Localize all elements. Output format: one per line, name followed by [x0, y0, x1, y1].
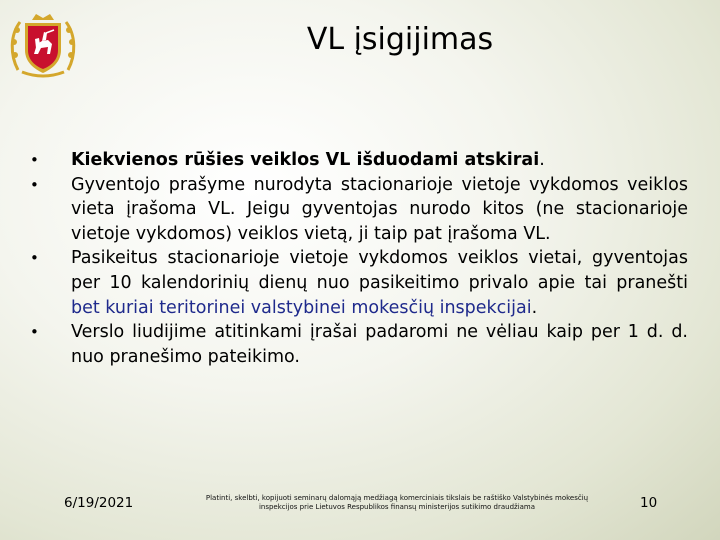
page-number: 10 [640, 495, 658, 511]
bullet-list [28, 148, 688, 369]
footer-date: 6/19/2021 [64, 495, 134, 511]
bullet-dot: • [30, 323, 39, 342]
bullet-item [28, 173, 688, 247]
slide-content [28, 148, 688, 369]
coat-of-arms-icon [8, 10, 78, 78]
bullet-item [28, 320, 688, 369]
bullet-dot: • [30, 175, 39, 194]
bullet-text: Verslo liudijime atitinkami įrašai padaromi ne vėliau kaip per 1 d. d. nuo pranešimo pateikimo. [71, 322, 688, 367]
bullet-dot: • [30, 249, 39, 268]
bullet-item [28, 148, 688, 173]
bullet-text-highlight: bet kuriai teritorinei valstybinei mokesčių inspekcijai [71, 297, 532, 318]
slide-title: VL įsigijimas [306, 22, 494, 57]
bullet-text: Pasikeitus stacionarioje vietoje vykdomos veiklos vietai, gyventojas per 10 kalendorinių dienų nuo pasikeitimo privalo apie tai pranešti [71, 248, 688, 293]
bullet-text-bold: Kiekvienos rūšies veiklos VL išduodami atskirai [71, 150, 540, 170]
bullet-text: . [531, 297, 538, 318]
bullet-item [28, 246, 688, 320]
bullet-dot: • [30, 151, 39, 169]
footer-note: Platinti, skelbti, kopijuoti seminarų dalomąją medžiagą komerciniais tikslais be raštiško Valstybinės mokesčių inspekcijos prie Lietuvos Respublikos finansų ministerijos sutikimo draudžiama [205, 494, 589, 511]
bullet-text: . [539, 150, 545, 170]
bullet-text: Gyventojo prašyme nurodyta stacionarioje vietoje vykdomos veiklos vieta įrašoma VL. Jeigu gyventojas nurodo kitos (ne stacionarioje vietoje vykdomos) veiklos vietą, ji taip pat įrašoma VL. [71, 174, 688, 244]
